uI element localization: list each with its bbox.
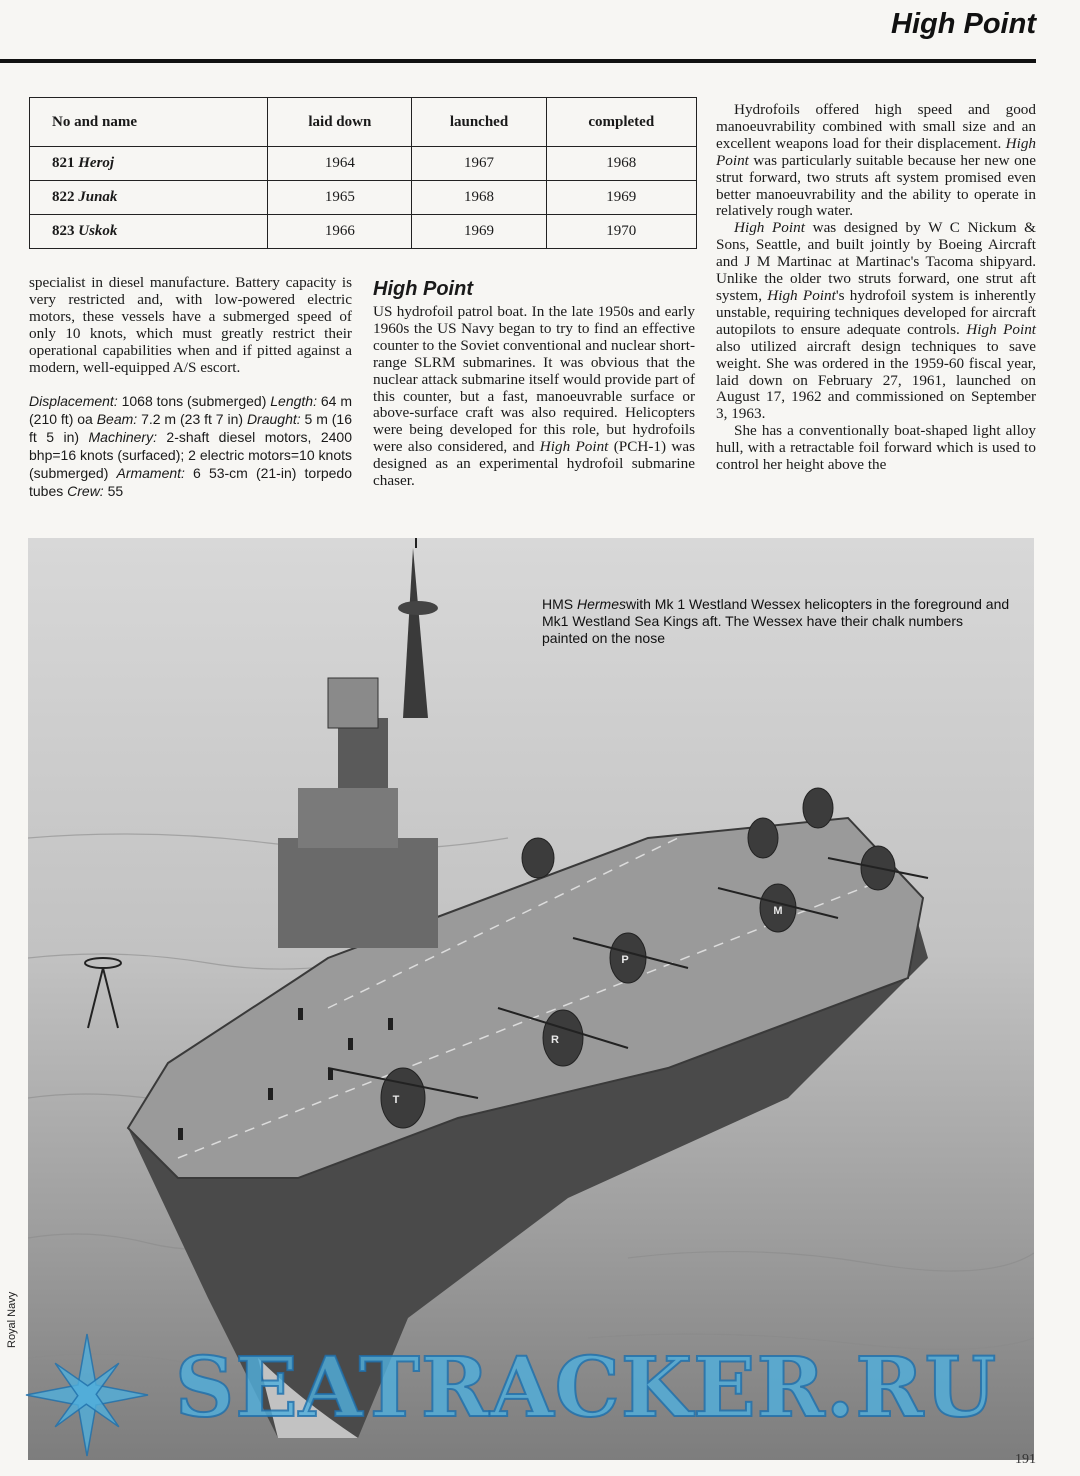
heli-letter-p: P <box>621 954 629 966</box>
carrier-photo <box>28 538 1034 1460</box>
carrier-illustration <box>28 538 1034 1460</box>
header-completed: completed <box>546 98 696 147</box>
running-header: High Point <box>891 8 1036 40</box>
helicopter <box>803 788 833 828</box>
body-paragraph: US hydrofoil patrol boat. In the late 1950s and early 1960s the US Navy began to try to find an effective counter to the Soviet conventional and nuclear short-range SLRM submarines. It was obvious that the nuclear attack submarine itself would provide part of this counter, but a fast, manoeuvrable surface or above-surface craft was also required. Helicopters were being developed for this role, but hydrofoils were also considered, and High Point (PCH-1) was designed as an experimental hydrofoil submarine chaser. <box>373 303 695 490</box>
heli-letter-m: M <box>773 905 783 917</box>
heli-letter-r: R <box>551 1034 559 1046</box>
helicopter <box>381 1068 425 1128</box>
launched-cell: 1967 <box>412 147 546 181</box>
photo-caption: HMS Hermeswith Mk 1 Westland Wessex helicopters in the foreground and Mk1 Westland Sea Kings aft. The Wessex have their chalk numbers painted on the nose <box>542 596 1010 646</box>
laid-down-cell: 1966 <box>268 215 412 249</box>
laid-down-cell: 1964 <box>268 147 412 181</box>
header-launched: launched <box>412 98 546 147</box>
ship-name-cell: 822 Junak <box>30 181 268 215</box>
completed-cell: 1969 <box>546 181 696 215</box>
launched-cell: 1968 <box>412 181 546 215</box>
column-left <box>29 275 352 500</box>
helicopter <box>748 818 778 858</box>
specifications: Displacement: 1068 tons (submerged) Length: 64 m (210 ft) oa Beam: 7.2 m (23 ft 7 in) Draught: 5 m (16 ft 5 in) Machinery: 2-shaft diesel motors, 2400 bhp=16 knots (surfaced); 2 electric motors=10 knots (submerged) Armament: 6 53-cm (21-in) torpedo tubes Crew: 55 <box>29 393 353 500</box>
column-middle <box>373 277 695 490</box>
header-rule <box>0 59 1036 63</box>
header-laid-down: laid down <box>268 98 412 147</box>
body-paragraph: specialist in diesel manufacture. Battery capacity is very restricted and, with low-powered electric motors, these vessels have a submerged speed of only 10 knots, which must greatly restrict their operational capabilities when and if pitted against a modern, well-equipped A/S escort. <box>29 274 352 376</box>
helicopter <box>522 838 554 878</box>
heli-letter-t: T <box>392 1094 400 1106</box>
mast <box>403 548 428 718</box>
launched-cell: 1969 <box>412 215 546 249</box>
body-paragraph: Hydrofoils offered high speed and good manoeuvrability combined with small size and an excellent weapons load for their displacement. High Point was particularly suitable because her new one strut forward, two struts aft system promised even better manoeuvrability and the ability to operate in relatively rough water. <box>716 101 1036 220</box>
body-paragraph: High Point was designed by W C Nickum & Sons, Seattle, and built jointly by Boeing Aircraft and J M Martinac at Martinac's Tacoma shipyard. Unlike the older two struts forward, one strut aft system, High Point's hydrofoil system is inherently unstable, requiring techniques developed for aircraft autopilots to ensure adequate controls. High Point also utilized aircraft design techniques to save weight. She was ordered in the 1959-60 fiscal year, laid down on February 27, 1961, launched on August 17, 1962 and commissioned on September 3, 1963. <box>716 219 1037 423</box>
ship-name-cell: 823 Uskok <box>30 215 268 249</box>
watermark-compass-icon <box>22 1330 152 1460</box>
table-header-row <box>30 98 697 147</box>
completed-cell: 1970 <box>546 215 696 249</box>
header-no-and-name: No and name <box>30 98 268 147</box>
column-right <box>716 102 1036 474</box>
table-row <box>30 181 697 215</box>
body-paragraph: She has a conventionally boat-shaped light alloy hull, with a retractable foil forward which is used to control her height above the <box>716 422 1036 474</box>
table-row <box>30 215 697 249</box>
page-number: 191 <box>1015 1452 1036 1467</box>
section-heading: High Point <box>373 278 473 300</box>
table-row <box>30 147 697 181</box>
ships-table <box>29 97 697 249</box>
completed-cell: 1968 <box>546 147 696 181</box>
ship-name-cell: 821 Heroj <box>30 147 268 181</box>
helicopter <box>543 1010 583 1066</box>
laid-down-cell: 1965 <box>268 181 412 215</box>
photo-credit: Royal Navy <box>6 1291 18 1348</box>
watermark-text: SEATRACKER.RU <box>175 1340 998 1436</box>
